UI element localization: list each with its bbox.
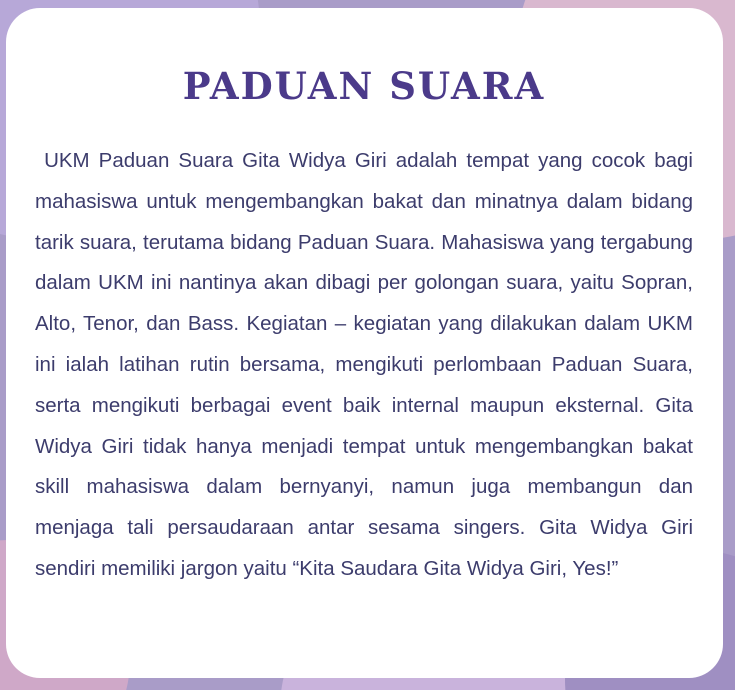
card-body-text: UKM Paduan Suara Gita Widya Giri adalah tempat yang cocok bagi mahasiswa untuk mengembangkan bakat dan minatnya dalam bidang tarik suara, terutama bidang Paduan Suara. Mahasiswa yang tergabung dalam UKM ini nantinya akan dibagi per golongan suara, yaitu Sopran, Alto, Tenor, dan Bass. Kegiatan – kegiatan yang dilakukan dalam UKM ini ialah latihan rutin bersama, mengikuti perlombaan Paduan Suara, serta mengikuti berbagai event baik internal maupun eksternal. Gita Widya Giri tidak hanya menjadi tempat untuk mengembangkan bakat skill mahasiswa dalam bernyanyi, namun juga membangun dan menjaga tali persaudaraan antar sesama singers. Gita Widya Giri sendiri memiliki jargon yaitu “Kita Saudara Gita Widya Giri, Yes!” <box>35 149 699 580</box>
info-card <box>6 8 723 678</box>
card-title: PADUAN SUARA <box>182 64 546 108</box>
